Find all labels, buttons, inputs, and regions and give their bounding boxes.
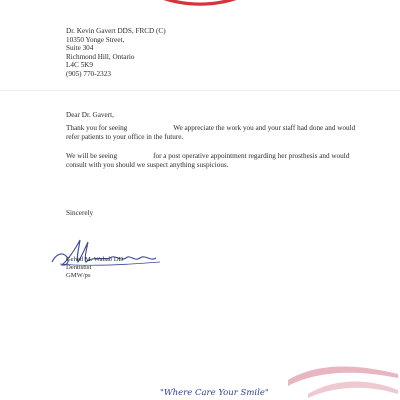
paragraph-followup-start: We will be seeing: [66, 152, 118, 160]
recipient-address: [66, 27, 166, 79]
recipient-city: Richmond Hill, Ontario: [66, 52, 135, 61]
reference-initials: GMW/ps: [66, 271, 91, 279]
letterhead-divider: [0, 90, 400, 91]
recipient-name: Dr. Kevin Gavert DDS, FRCD (C): [66, 27, 166, 35]
paragraph-followup: [66, 152, 356, 170]
paragraph-thanks: [66, 124, 356, 142]
signature-block: [66, 256, 123, 279]
signer-title: Dentistist: [66, 263, 92, 271]
salutation: Dear Dr. Gavert,: [66, 111, 114, 119]
recipient-suite: Suite 304: [66, 44, 94, 53]
recipient-postal: L4C 5K9: [66, 61, 93, 70]
closing: Sincerely: [66, 209, 94, 217]
signer-name: Gehad M. Wahab DD: [66, 256, 124, 263]
footer-decoration: [288, 360, 398, 400]
letterhead-logo-swoosh: [150, 0, 250, 10]
footer-tagline: "Where Care Your Smile": [160, 388, 269, 398]
paragraph-followup-rest: for a post operative appointment regarding her prosthesis and would consult with you should we suspect anything suspicious.: [66, 152, 350, 169]
recipient-phone: (905) 770-2323: [66, 69, 111, 78]
paragraph-thanks-rest: We appreciate the work you and your staff had done and would refer patients to your office in the future.: [66, 124, 356, 141]
recipient-street: 10350 Yonge Street,: [66, 35, 125, 44]
paragraph-thanks-start: Thank you for seeing: [66, 124, 128, 132]
